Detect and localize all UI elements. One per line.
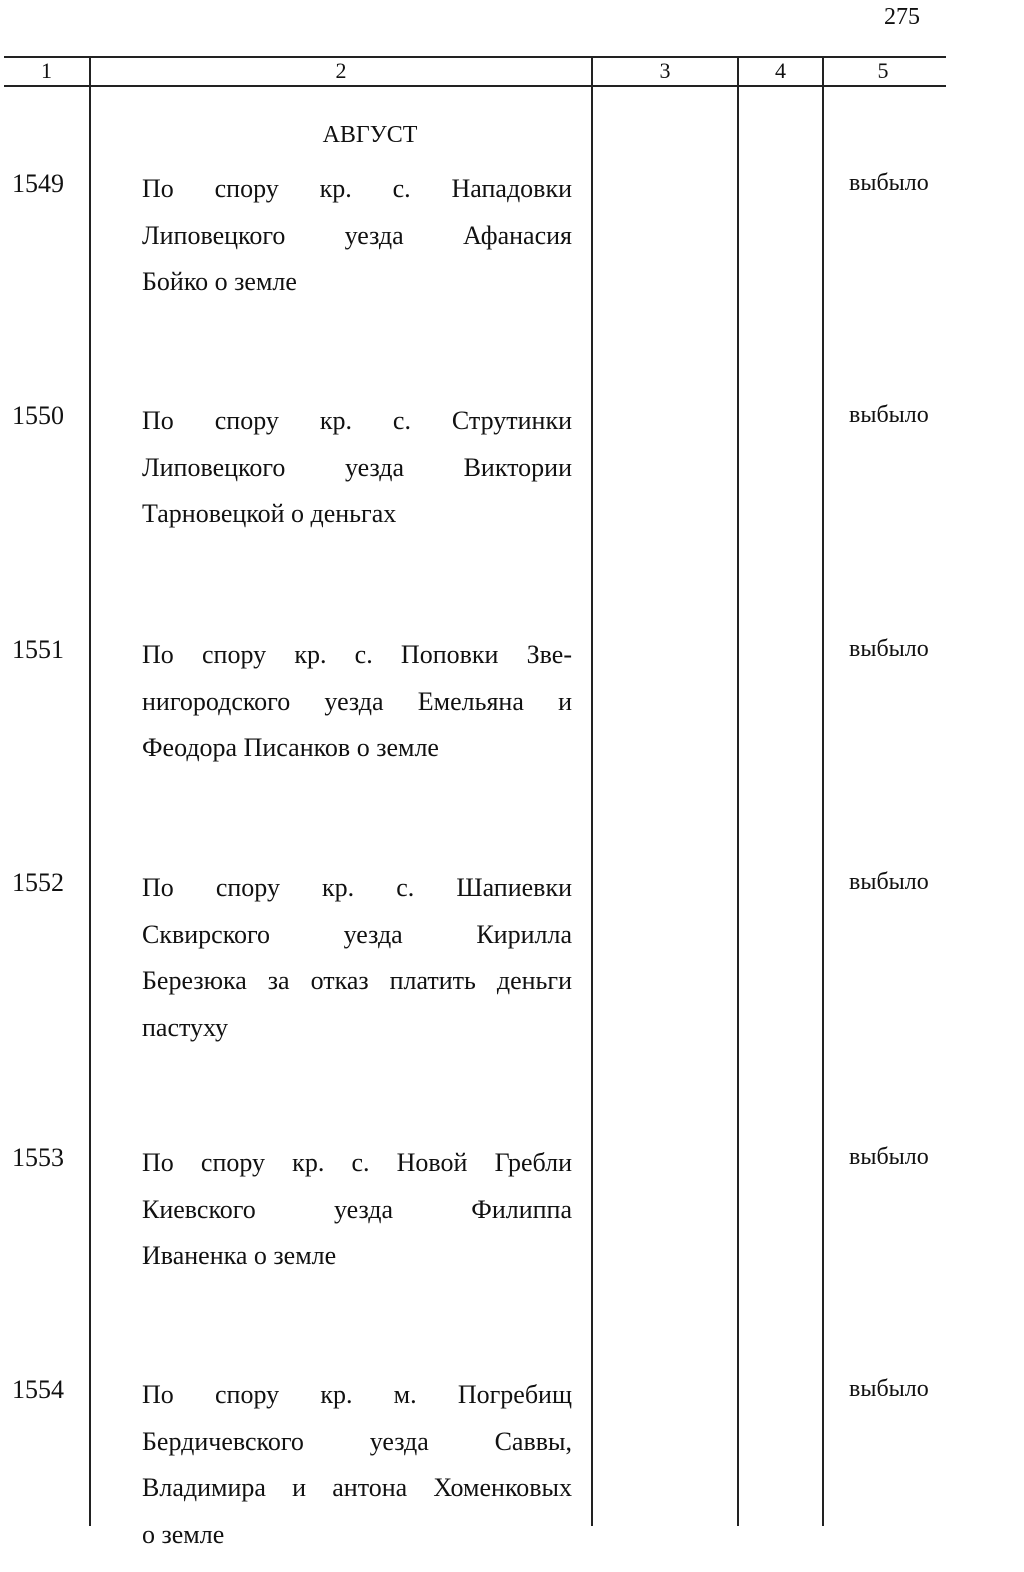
- row-status: выбыло: [849, 1144, 929, 1170]
- row-status: выбыло: [849, 1376, 929, 1402]
- row-status: выбыло: [849, 402, 929, 428]
- column-divider: [591, 56, 593, 1526]
- page-number: 275: [884, 4, 920, 30]
- row-number: 1552: [12, 868, 64, 897]
- month-heading: АВГУСТ: [322, 122, 418, 148]
- description-line: о земле: [142, 1519, 225, 1549]
- table-header-rule: [4, 85, 946, 87]
- description-line: Липовецкого уезда Афанасия: [142, 220, 572, 250]
- description-line: нигородского уезда Емельяна и: [142, 686, 572, 716]
- description-line: По спору кр. с. Нападовки: [142, 174, 572, 203]
- description-line: Тарновецкой о деньгах: [142, 499, 397, 528]
- description-line: Липовецкого уезда Виктории: [142, 452, 572, 482]
- row-number: 1549: [12, 169, 64, 198]
- description-line: Бойко о земле: [142, 267, 297, 296]
- description-line: пастуху: [142, 1012, 229, 1042]
- column-divider: [89, 56, 91, 1526]
- description-line: По спору кр. с. Новой Гребли: [142, 1148, 572, 1177]
- column-header-1: 1: [41, 58, 52, 83]
- row-description: [142, 398, 572, 538]
- description-line: Иваненка о земле: [142, 1241, 337, 1270]
- description-line: По спору кр. с. Шапиевки: [142, 873, 572, 902]
- description-line: Сквирского уезда Кирилла: [142, 919, 572, 949]
- column-header-5: 5: [877, 58, 889, 83]
- row-status: выбыло: [849, 170, 929, 196]
- column-header-2: 2: [335, 58, 347, 83]
- description-line: Бердичевского уезда Саввы,: [142, 1426, 572, 1456]
- row-description: [142, 632, 572, 772]
- row-number: 1550: [12, 401, 64, 430]
- description-line: Киевского уезда Филиппа: [142, 1194, 572, 1224]
- row-number: 1554: [12, 1375, 64, 1404]
- column-divider: [737, 56, 739, 1526]
- description-line: По спору кр. м. Погребищ: [142, 1380, 572, 1409]
- row-status: выбыло: [849, 869, 929, 895]
- row-status: выбыло: [849, 636, 929, 662]
- description-line: Владимира и антона Хоменковых: [142, 1473, 572, 1502]
- description-line: Березюка за отказ платить деньги: [142, 966, 572, 995]
- description-line: По спору кр. с. Поповки Зве-: [142, 640, 572, 669]
- row-description: [142, 865, 572, 1051]
- description-line: По спору кр. с. Струтинки: [142, 406, 572, 435]
- row-description: [142, 1140, 572, 1280]
- row-number: 1553: [12, 1143, 64, 1172]
- column-header-3: 3: [659, 58, 671, 83]
- description-line: Феодора Писанков о земле: [142, 733, 439, 762]
- row-description: [142, 1372, 572, 1558]
- column-header-4: 4: [775, 58, 786, 83]
- row-number: 1551: [12, 635, 64, 664]
- row-description: [142, 166, 572, 306]
- column-divider: [822, 56, 824, 1526]
